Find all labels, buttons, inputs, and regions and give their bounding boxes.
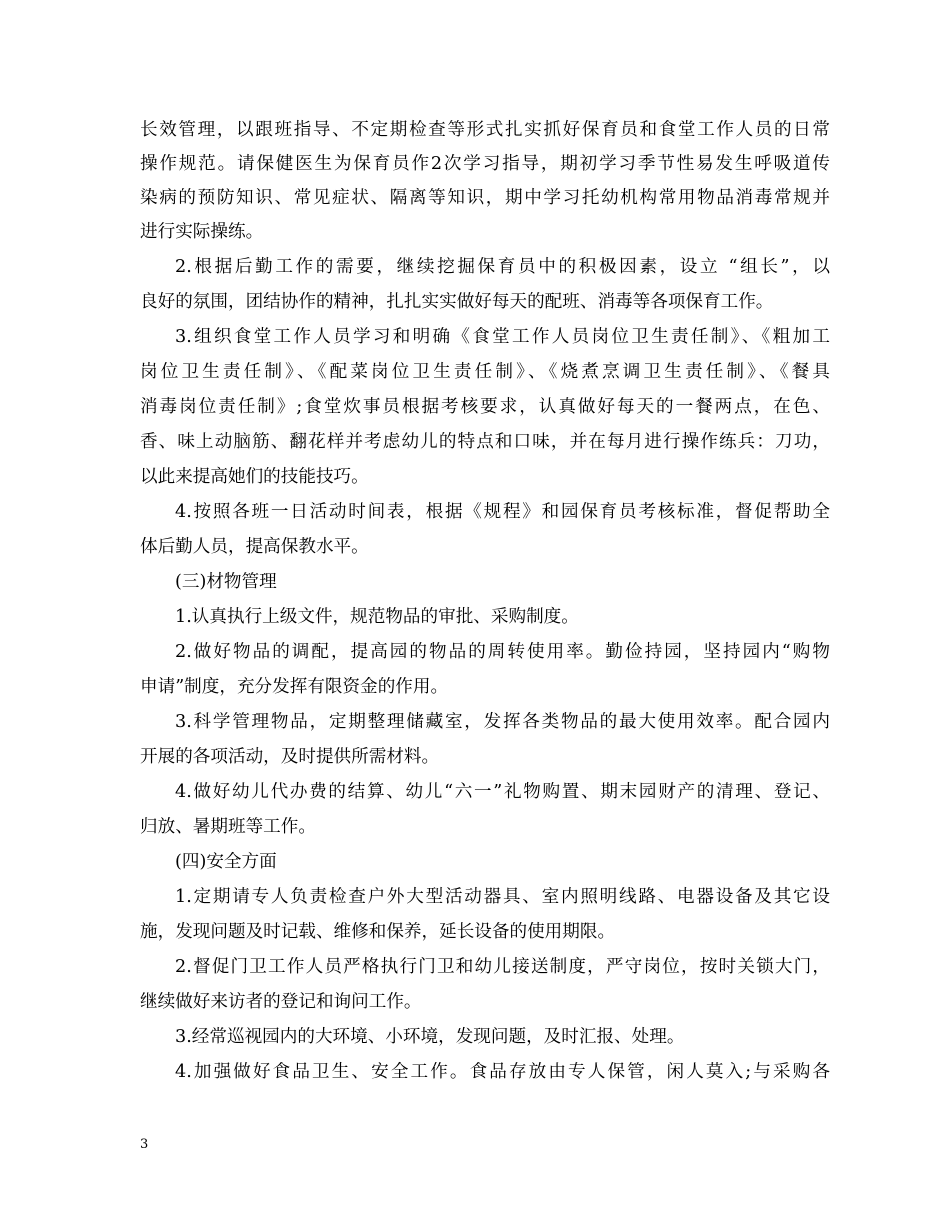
section-heading: (三)材物管理 (175, 572, 277, 592)
text-line: 长效管理，以跟班指导、不定期检查等形式扎实抓好保育员和食堂工作人员的日常 (140, 120, 830, 140)
text-line: 申请”制度，充分发挥有限资金的作用。 (140, 677, 449, 697)
text-line: 染病的预防知识、常见症状、隔离等知识，期中学习托幼机构常用物品消毒常规并 (140, 188, 830, 208)
text-line: 1.认真执行上级文件，规范物品的审批、采购制度。 (175, 607, 579, 627)
text-line: 继续做好来访者的登记和询问工作。 (140, 992, 422, 1012)
text-line: 以此来提高她们的技能技巧。 (140, 467, 369, 487)
text-line: 2.做好物品的调配，提高园的物品的周转使用率。勤俭持园，坚持园内“购物 (175, 642, 830, 662)
text-line: 岗位卫生责任制》、《配菜岗位卫生责任制》、《烧煮烹调卫生责任制》、《餐具 (140, 362, 830, 382)
text-line: 4.做好幼儿代办费的结算、幼儿“六一”礼物购置、期末园财产的清理、登记、 (175, 782, 830, 802)
text-line: 良好的氛围，团结协作的精神，扎扎实实做好每天的配班、消毒等各项保育工作。 (140, 292, 774, 312)
text-line: 2.根据后勤工作的需要，继续挖掘保育员中的积极因素，设立 “组长”，以 (175, 257, 830, 277)
text-line: 开展的各项活动，及时提供所需材料。 (140, 747, 440, 767)
section-heading: (四)安全方面 (175, 852, 277, 872)
text-line: 体后勤人员，提高保教水平。 (140, 537, 369, 557)
text-line: 归放、暑期班等工作。 (140, 817, 316, 837)
text-line: 3.经常巡视园内的大环境、小环境，发现问题，及时汇报、处理。 (175, 1027, 685, 1047)
text-line: 操作规范。请保健医生为保育员作2次学习指导，期初学习季节性易发生呼吸道传 (140, 154, 830, 174)
text-line: 1.定期请专人负责检查户外大型活动器具、室内照明线路、电器设备及其它设 (175, 887, 830, 907)
page-number: 3 (140, 1137, 149, 1152)
text-line: 香、味上动脑筋、翻花样并考虑幼儿的特点和口味，并在每月进行操作练兵：刀功， (140, 432, 830, 452)
text-line: 进行实际操练。 (140, 222, 264, 242)
text-line: 施，发现问题及时记载、维修和保养，延长设备的使用期限。 (140, 922, 616, 942)
text-line: 3.科学管理物品，定期整理储藏室，发挥各类物品的最大使用效率。配合园内 (175, 712, 830, 732)
text-line: 消毒岗位责任制》;食堂炊事员根据考核要求，认真做好每天的一餐两点，在色、 (140, 397, 830, 417)
text-line: 2.督促门卫工作人员严格执行门卫和幼儿接送制度，严守岗位，按时关锁大门， (175, 957, 830, 977)
text-line: 4.按照各班一日活动时间表，根据《规程》和园保育员考核标准，督促帮助全 (175, 502, 830, 522)
text-line: 3.组织食堂工作人员学习和明确《食堂工作人员岗位卫生责任制》、《粗加工 (175, 327, 830, 347)
text-line: 4.加强做好食品卫生、安全工作。食品存放由专人保管，闲人莫入;与采购各 (175, 1062, 830, 1082)
